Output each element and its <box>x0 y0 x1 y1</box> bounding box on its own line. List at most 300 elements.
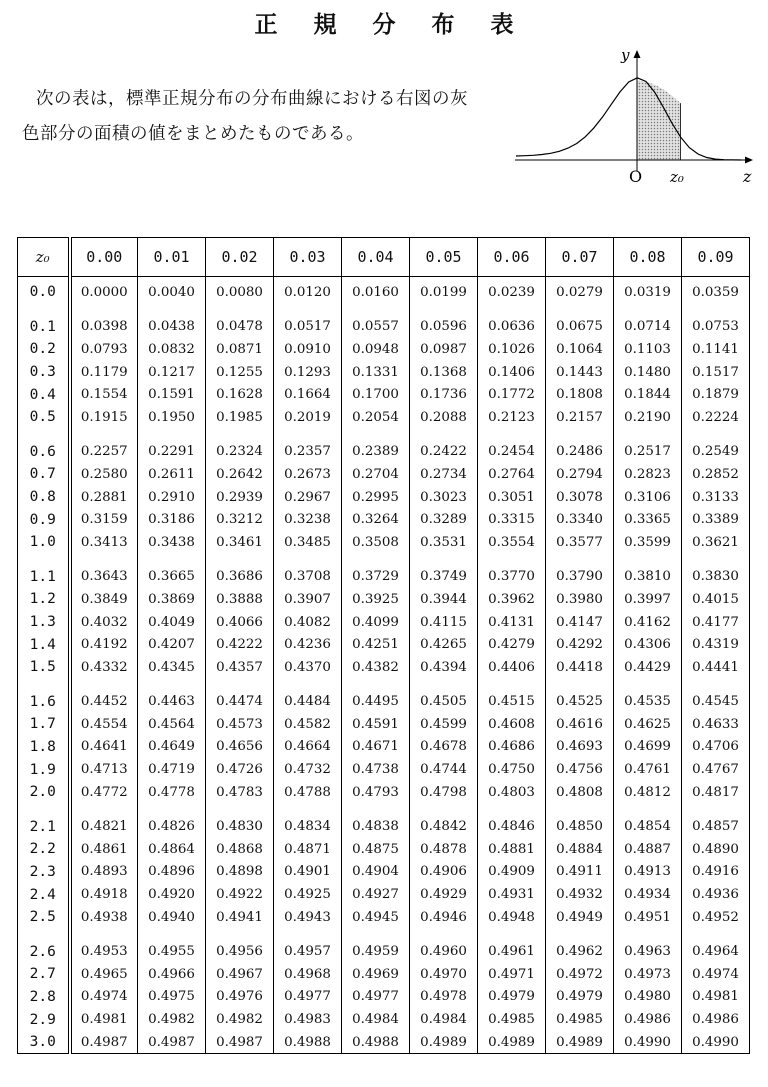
table-cell: 0.0793 <box>70 338 138 361</box>
table-header-row <box>18 238 750 277</box>
table-row <box>18 883 750 906</box>
table-cell: 0.1103 <box>614 338 682 361</box>
table-row <box>18 508 750 531</box>
table-cell: 0.4893 <box>70 861 138 884</box>
table-cell: 0.4901 <box>274 861 342 884</box>
table-cell: 0.4177 <box>682 611 750 634</box>
row-label-z: 1.4 <box>18 633 70 656</box>
table-cell: 0.4987 <box>138 1031 206 1054</box>
table-cell: 0.4821 <box>70 803 138 838</box>
table-row <box>18 277 750 304</box>
table-cell: 0.4222 <box>206 633 274 656</box>
table-row <box>18 986 750 1009</box>
table-cell: 0.4599 <box>410 713 478 736</box>
table-cell: 0.4957 <box>274 928 342 963</box>
row-label-z: 1.3 <box>18 611 70 634</box>
y-axis-label: y <box>621 46 630 64</box>
table-cell: 0.4693 <box>546 736 614 759</box>
table-cell: 0.2517 <box>614 429 682 464</box>
table-cell: 0.3238 <box>274 508 342 531</box>
table-cell: 0.4793 <box>342 781 410 804</box>
table-cell: 0.4985 <box>478 1008 546 1031</box>
table-cell: 0.0871 <box>206 338 274 361</box>
table-cell: 0.4904 <box>342 861 410 884</box>
shaded-area <box>637 81 681 160</box>
table-cell: 0.4941 <box>206 906 274 929</box>
table-cell: 0.4641 <box>70 736 138 759</box>
table-cell: 0.4989 <box>478 1031 546 1054</box>
table-cell: 0.4977 <box>274 986 342 1009</box>
table-cell: 0.0987 <box>410 338 478 361</box>
table-cell: 0.0832 <box>138 338 206 361</box>
table-cell: 0.4015 <box>682 588 750 611</box>
table-row <box>18 304 750 339</box>
z-axis-label: z <box>743 167 752 185</box>
table-cell: 0.4554 <box>70 713 138 736</box>
table-cell: 0.2967 <box>274 486 342 509</box>
table-cell: 0.4973 <box>614 963 682 986</box>
table-row <box>18 531 750 554</box>
table-cell: 0.4236 <box>274 633 342 656</box>
table-cell: 0.4971 <box>478 963 546 986</box>
table-cell: 0.4207 <box>138 633 206 656</box>
table-cell: 0.3830 <box>682 554 750 589</box>
row-label-z: 2.5 <box>18 906 70 929</box>
table-cell: 0.4525 <box>546 679 614 714</box>
row-label-z: 2.4 <box>18 883 70 906</box>
table-cell: 0.4906 <box>410 861 478 884</box>
table-cell: 0.4505 <box>410 679 478 714</box>
table-cell: 0.4066 <box>206 611 274 634</box>
table-cell: 0.4922 <box>206 883 274 906</box>
table-cell: 0.1293 <box>274 361 342 384</box>
table-cell: 0.2123 <box>478 406 546 429</box>
table-cell: 0.0675 <box>546 304 614 339</box>
table-cell: 0.4131 <box>478 611 546 634</box>
table-cell: 0.4394 <box>410 656 478 679</box>
normal-curve-figure <box>515 40 760 185</box>
table-cell: 0.4984 <box>342 1008 410 1031</box>
table-cell: 0.4963 <box>614 928 682 963</box>
table-row <box>18 803 750 838</box>
table-row <box>18 361 750 384</box>
table-cell: 0.4279 <box>478 633 546 656</box>
table-cell: 0.4767 <box>682 758 750 781</box>
table-cell: 0.3665 <box>138 554 206 589</box>
table-cell: 0.1141 <box>682 338 750 361</box>
table-cell: 0.4798 <box>410 781 478 804</box>
table-cell: 0.3810 <box>614 554 682 589</box>
normal-curve <box>516 78 741 160</box>
table-cell: 0.4441 <box>682 656 750 679</box>
table-cell: 0.4429 <box>614 656 682 679</box>
table-cell: 0.0319 <box>614 277 682 304</box>
table-cell: 0.4830 <box>206 803 274 838</box>
column-header: 0.00 <box>70 238 138 277</box>
table-cell: 0.0557 <box>342 304 410 339</box>
table-cell: 0.4979 <box>546 986 614 1009</box>
table-cell: 0.2088 <box>410 406 478 429</box>
table-cell: 0.1950 <box>138 406 206 429</box>
table-cell: 0.4982 <box>206 1008 274 1031</box>
table-cell: 0.2054 <box>342 406 410 429</box>
table-cell: 0.4967 <box>206 963 274 986</box>
column-header: 0.02 <box>206 238 274 277</box>
table-cell: 0.4744 <box>410 758 478 781</box>
table-cell: 0.4854 <box>614 803 682 838</box>
table-cell: 0.2357 <box>274 429 342 464</box>
table-cell: 0.3749 <box>410 554 478 589</box>
table-cell: 0.0438 <box>138 304 206 339</box>
table-cell: 0.2549 <box>682 429 750 464</box>
table-cell: 0.4990 <box>682 1031 750 1054</box>
table-cell: 0.2764 <box>478 463 546 486</box>
table-cell: 0.4732 <box>274 758 342 781</box>
row-label-z: 1.8 <box>18 736 70 759</box>
table-cell: 0.4370 <box>274 656 342 679</box>
intro-line-2: 色部分の面積の値をまとめたものである。 <box>22 124 364 144</box>
table-cell: 0.4803 <box>478 781 546 804</box>
table-cell: 0.4976 <box>206 986 274 1009</box>
table-cell: 0.4982 <box>138 1008 206 1031</box>
row-label-z: 2.2 <box>18 838 70 861</box>
table-cell: 0.4989 <box>546 1031 614 1054</box>
table-cell: 0.0279 <box>546 277 614 304</box>
table-cell: 0.4678 <box>410 736 478 759</box>
table-cell: 0.4938 <box>70 906 138 929</box>
row-label-z: 2.1 <box>18 803 70 838</box>
table-cell: 0.2454 <box>478 429 546 464</box>
table-row <box>18 1031 750 1054</box>
table-cell: 0.4986 <box>614 1008 682 1031</box>
table-row <box>18 429 750 464</box>
table-cell: 0.4357 <box>206 656 274 679</box>
table-cell: 0.3159 <box>70 508 138 531</box>
table-cell: 0.4783 <box>206 781 274 804</box>
column-header: 0.06 <box>478 238 546 277</box>
table-cell: 0.0948 <box>342 338 410 361</box>
table-cell: 0.1591 <box>138 383 206 406</box>
table-row <box>18 463 750 486</box>
table-cell: 0.1985 <box>206 406 274 429</box>
column-header: 0.09 <box>682 238 750 277</box>
table-cell: 0.4989 <box>410 1031 478 1054</box>
table-cell: 0.1026 <box>478 338 546 361</box>
table-cell: 0.2389 <box>342 429 410 464</box>
row-label-z: 0.9 <box>18 508 70 531</box>
table-cell: 0.4977 <box>342 986 410 1009</box>
table-cell: 0.3869 <box>138 588 206 611</box>
table-cell: 0.0080 <box>206 277 274 304</box>
table-cell: 0.3078 <box>546 486 614 509</box>
row-label-z: 3.0 <box>18 1031 70 1054</box>
table-cell: 0.3907 <box>274 588 342 611</box>
table-cell: 0.4162 <box>614 611 682 634</box>
table-cell: 0.4761 <box>614 758 682 781</box>
table-cell: 0.3051 <box>478 486 546 509</box>
column-header: 0.05 <box>410 238 478 277</box>
table-cell: 0.4656 <box>206 736 274 759</box>
table-cell: 0.2939 <box>206 486 274 509</box>
table-cell: 0.4875 <box>342 838 410 861</box>
table-cell: 0.0120 <box>274 277 342 304</box>
table-cell: 0.2157 <box>546 406 614 429</box>
table-cell: 0.4983 <box>274 1008 342 1031</box>
row-label-z: 1.5 <box>18 656 70 679</box>
table-cell: 0.1331 <box>342 361 410 384</box>
table-cell: 0.0359 <box>682 277 750 304</box>
column-header: 0.08 <box>614 238 682 277</box>
table-cell: 0.4984 <box>410 1008 478 1031</box>
table-cell: 0.4896 <box>138 861 206 884</box>
table-cell: 0.4147 <box>546 611 614 634</box>
table-cell: 0.4049 <box>138 611 206 634</box>
table-cell: 0.3186 <box>138 508 206 531</box>
table-cell: 0.4943 <box>274 906 342 929</box>
table-cell: 0.4788 <box>274 781 342 804</box>
table-cell: 0.4968 <box>274 963 342 986</box>
table-cell: 0.4911 <box>546 861 614 884</box>
table-cell: 0.4474 <box>206 679 274 714</box>
table-cell: 0.4955 <box>138 928 206 963</box>
table-cell: 0.1554 <box>70 383 138 406</box>
table-cell: 0.2673 <box>274 463 342 486</box>
table-cell: 0.4934 <box>614 883 682 906</box>
table-cell: 0.4306 <box>614 633 682 656</box>
header-z0: z₀ <box>18 238 70 277</box>
table-cell: 0.4582 <box>274 713 342 736</box>
table-cell: 0.3438 <box>138 531 206 554</box>
row-label-z: 1.9 <box>18 758 70 781</box>
table-cell: 0.0160 <box>342 277 410 304</box>
table-cell: 0.4974 <box>682 963 750 986</box>
table-cell: 0.4878 <box>410 838 478 861</box>
table-cell: 0.2734 <box>410 463 478 486</box>
table-cell: 0.4988 <box>274 1031 342 1054</box>
table-row <box>18 554 750 589</box>
column-header: 0.07 <box>546 238 614 277</box>
table-cell: 0.3289 <box>410 508 478 531</box>
table-cell: 0.1664 <box>274 383 342 406</box>
table-row <box>18 588 750 611</box>
table-cell: 0.4115 <box>410 611 478 634</box>
table-cell: 0.3531 <box>410 531 478 554</box>
row-label-z: 0.7 <box>18 463 70 486</box>
table-cell: 0.4616 <box>546 713 614 736</box>
table-cell: 0.4890 <box>682 838 750 861</box>
table-cell: 0.2190 <box>614 406 682 429</box>
column-header: 0.01 <box>138 238 206 277</box>
table-cell: 0.4463 <box>138 679 206 714</box>
table-cell: 0.2224 <box>682 406 750 429</box>
table-row <box>18 713 750 736</box>
table-cell: 0.2642 <box>206 463 274 486</box>
table-cell: 0.4406 <box>478 656 546 679</box>
row-label-z: 0.5 <box>18 406 70 429</box>
table-cell: 0.2794 <box>546 463 614 486</box>
table-cell: 0.4082 <box>274 611 342 634</box>
table-cell: 0.2580 <box>70 463 138 486</box>
table-cell: 0.4945 <box>342 906 410 929</box>
table-cell: 0.2486 <box>546 429 614 464</box>
table-cell: 0.2611 <box>138 463 206 486</box>
table-cell: 0.1406 <box>478 361 546 384</box>
table-row <box>18 633 750 656</box>
table-cell: 0.2881 <box>70 486 138 509</box>
table-cell: 0.4608 <box>478 713 546 736</box>
table-cell: 0.2291 <box>138 429 206 464</box>
table-cell: 0.4927 <box>342 883 410 906</box>
table-cell: 0.4826 <box>138 803 206 838</box>
table-cell: 0.4929 <box>410 883 478 906</box>
table-cell: 0.4884 <box>546 838 614 861</box>
table-cell: 0.1700 <box>342 383 410 406</box>
row-label-z: 1.0 <box>18 531 70 554</box>
table-cell: 0.3264 <box>342 508 410 531</box>
table-cell: 0.4633 <box>682 713 750 736</box>
table-cell: 0.0714 <box>614 304 682 339</box>
table-cell: 0.3621 <box>682 531 750 554</box>
table-cell: 0.3554 <box>478 531 546 554</box>
row-label-z: 2.6 <box>18 928 70 963</box>
table-cell: 0.4868 <box>206 838 274 861</box>
row-label-z: 0.8 <box>18 486 70 509</box>
table-row <box>18 906 750 929</box>
row-label-z: 0.3 <box>18 361 70 384</box>
table-cell: 0.4382 <box>342 656 410 679</box>
table-cell: 0.2324 <box>206 429 274 464</box>
table-cell: 0.1179 <box>70 361 138 384</box>
table-cell: 0.3212 <box>206 508 274 531</box>
table-cell: 0.1064 <box>546 338 614 361</box>
table-cell: 0.4959 <box>342 928 410 963</box>
table-cell: 0.3944 <box>410 588 478 611</box>
table-cell: 0.4834 <box>274 803 342 838</box>
table-cell: 0.3849 <box>70 588 138 611</box>
column-header: 0.03 <box>274 238 342 277</box>
table-cell: 0.4925 <box>274 883 342 906</box>
normal-distribution-table <box>17 237 750 1054</box>
table-cell: 0.1443 <box>546 361 614 384</box>
table-cell: 0.1736 <box>410 383 478 406</box>
table-cell: 0.4909 <box>478 861 546 884</box>
table-cell: 0.4857 <box>682 803 750 838</box>
row-label-z: 2.9 <box>18 1008 70 1031</box>
table-cell: 0.3461 <box>206 531 274 554</box>
table-cell: 0.4778 <box>138 781 206 804</box>
row-label-z: 2.7 <box>18 963 70 986</box>
table-cell: 0.4920 <box>138 883 206 906</box>
row-label-z: 1.6 <box>18 679 70 714</box>
table-cell: 0.4962 <box>546 928 614 963</box>
table-cell: 0.4817 <box>682 781 750 804</box>
table-cell: 0.1628 <box>206 383 274 406</box>
table-cell: 0.1772 <box>478 383 546 406</box>
table-cell: 0.3997 <box>614 588 682 611</box>
table-cell: 0.4706 <box>682 736 750 759</box>
row-label-z: 0.0 <box>18 277 70 304</box>
table-cell: 0.3643 <box>70 554 138 589</box>
column-header: 0.04 <box>342 238 410 277</box>
table-cell: 0.1255 <box>206 361 274 384</box>
table-cell: 0.4936 <box>682 883 750 906</box>
table-cell: 0.4861 <box>70 838 138 861</box>
table-row <box>18 338 750 361</box>
table-cell: 0.4946 <box>410 906 478 929</box>
table-cell: 0.4625 <box>614 713 682 736</box>
table-cell: 0.0040 <box>138 277 206 304</box>
table-row <box>18 679 750 714</box>
table-cell: 0.3686 <box>206 554 274 589</box>
table-cell: 0.0000 <box>70 277 138 304</box>
table-cell: 0.4838 <box>342 803 410 838</box>
table-cell: 0.4965 <box>70 963 138 986</box>
table-cell: 0.4573 <box>206 713 274 736</box>
table-cell: 0.3485 <box>274 531 342 554</box>
table-cell: 0.1915 <box>70 406 138 429</box>
table-cell: 0.2995 <box>342 486 410 509</box>
table-cell: 0.4418 <box>546 656 614 679</box>
table-cell: 0.2019 <box>274 406 342 429</box>
table-cell: 0.4099 <box>342 611 410 634</box>
table-cell: 0.4726 <box>206 758 274 781</box>
table-cell: 0.4951 <box>614 906 682 929</box>
table-cell: 0.4964 <box>682 928 750 963</box>
table-cell: 0.1844 <box>614 383 682 406</box>
table-cell: 0.3729 <box>342 554 410 589</box>
table-row <box>18 838 750 861</box>
table-cell: 0.4970 <box>410 963 478 986</box>
table-cell: 0.0596 <box>410 304 478 339</box>
table-cell: 0.0398 <box>70 304 138 339</box>
row-label-z: 2.0 <box>18 781 70 804</box>
table-cell: 0.4649 <box>138 736 206 759</box>
table-cell: 0.0239 <box>478 277 546 304</box>
table-cell: 0.4332 <box>70 656 138 679</box>
intro-line-1: 次の表は，標準正規分布の分布曲線における右図の灰 <box>36 89 468 109</box>
table-cell: 0.4808 <box>546 781 614 804</box>
table-row <box>18 1008 750 1031</box>
table-cell: 0.4345 <box>138 656 206 679</box>
row-label-z: 2.3 <box>18 861 70 884</box>
table-row <box>18 383 750 406</box>
table-cell: 0.4591 <box>342 713 410 736</box>
table-cell: 0.0517 <box>274 304 342 339</box>
table-cell: 0.1808 <box>546 383 614 406</box>
table-cell: 0.3340 <box>546 508 614 531</box>
table-row <box>18 656 750 679</box>
table-cell: 0.3133 <box>682 486 750 509</box>
table-row <box>18 736 750 759</box>
table-row <box>18 611 750 634</box>
table-cell: 0.4932 <box>546 883 614 906</box>
table-cell: 0.3508 <box>342 531 410 554</box>
table-cell: 0.0753 <box>682 304 750 339</box>
z-axis-arrow <box>745 157 753 164</box>
table-cell: 0.4987 <box>206 1031 274 1054</box>
table-cell: 0.2257 <box>70 429 138 464</box>
table-cell: 0.4842 <box>410 803 478 838</box>
table-cell: 0.4319 <box>682 633 750 656</box>
row-label-z: 1.7 <box>18 713 70 736</box>
table-cell: 0.4990 <box>614 1031 682 1054</box>
table-cell: 0.4265 <box>410 633 478 656</box>
table-cell: 0.1480 <box>614 361 682 384</box>
table-cell: 0.4972 <box>546 963 614 986</box>
table-cell: 0.3770 <box>478 554 546 589</box>
row-label-z: 0.6 <box>18 429 70 464</box>
table-cell: 0.4484 <box>274 679 342 714</box>
